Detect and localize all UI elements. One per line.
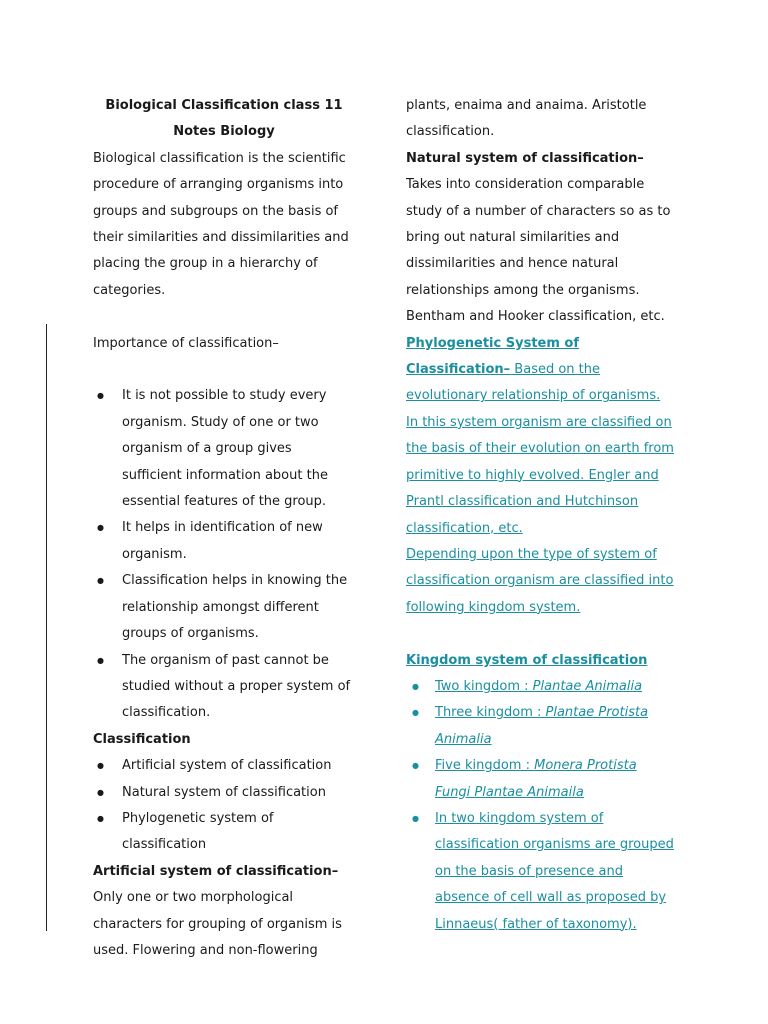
natural-paragraph: Takes into consideration comparable study of a number of characters so as to bring out natural similarities and dissimilarities and hence natural relationships among the organisms. Bentham and Hooker classification, etc. (406, 177, 671, 325)
title-line-1: Biological Classification class 11 (105, 98, 343, 113)
list-item: ● The organism of past cannot be studied without a proper system of classification. (93, 648, 355, 727)
kingdom-heading[interactable]: Kingdom system of classification (406, 652, 648, 668)
importance-heading: Importance of classification– (93, 335, 279, 351)
list-item: ● Artificial system of classification (93, 753, 355, 779)
kingdom-item-three[interactable] (406, 700, 676, 753)
importance-list (93, 383, 355, 726)
kingdom-item-two[interactable] (406, 674, 676, 700)
right-column (406, 93, 676, 938)
continuation-paragraph: plants, enaima and anaima. Aristotle classification. (406, 98, 647, 140)
natural-heading: Natural system of classification– (406, 150, 644, 166)
margin-rule (46, 324, 47, 931)
spacer (93, 304, 355, 330)
phylogenetic-paragraph[interactable] (406, 331, 676, 542)
kingdom-label[interactable]: Two kingdom : (435, 678, 533, 694)
kingdom-list (406, 674, 676, 938)
artificial-heading: Artificial system of classification– (93, 863, 339, 879)
title-line-2: Notes Biology (173, 124, 275, 140)
spacer (406, 621, 676, 647)
kingdom-label[interactable]: In two kingdom system of classification organisms are grouped on the basis of presence and absence of cell wall as proposed by Linnaeus( father of taxonomy). (435, 810, 674, 932)
list-item: ● It is not possible to study every organism. Study of one or two organism of a group gives sufficient information about the essential features of the group. (93, 383, 355, 515)
left-column (93, 93, 355, 964)
list-item: ● Classification helps in knowing the relationship amongst different groups of organisms. (93, 568, 355, 647)
list-item: ● Natural system of classification (93, 780, 355, 806)
phylogenetic-heading[interactable]: Phylogenetic System of Classification– (406, 335, 580, 378)
kingdom-label[interactable]: Five kingdom : (435, 758, 535, 774)
classification-heading: Classification (93, 731, 191, 747)
intro-paragraph: Biological classification is the scientific procedure of arranging organisms into groups and subgroups on the basis of their similarities and dissimilarities and placing the group in a hierarchy of categories. (93, 150, 349, 298)
kingdom-item-two-detail[interactable] (406, 806, 676, 938)
list-item: ● Phylogenetic system of classification (93, 806, 355, 859)
list-item: ● It helps in identification of new organism. (93, 515, 355, 568)
spacer (93, 357, 355, 383)
kingdom-detail[interactable]: Plantae Protista Animalia (435, 705, 649, 747)
kingdom-label[interactable]: Three kingdom : (435, 705, 546, 721)
phylogenetic-text[interactable]: Based on the evolutionary relationship of organisms. In this system organism are classified on the basis of their evolution on earth from primitive to highly evolved. Engler and Prantl classification and Hutchinson classification, etc. (406, 362, 674, 536)
kingdom-item-five[interactable] (406, 753, 676, 806)
document-title (93, 93, 355, 146)
classification-list (93, 753, 355, 859)
artificial-paragraph: Only one or two morphological characters for grouping of organism is used. Flowering and non-flowering (93, 890, 342, 958)
kingdom-detail[interactable]: Monera Protista Fungi Plantae Animaila (435, 758, 637, 800)
depending-link[interactable]: Depending upon the type of system of classification organism are classified into following kingdom system. (406, 546, 674, 615)
kingdom-detail[interactable]: Plantae Animalia (532, 678, 643, 694)
